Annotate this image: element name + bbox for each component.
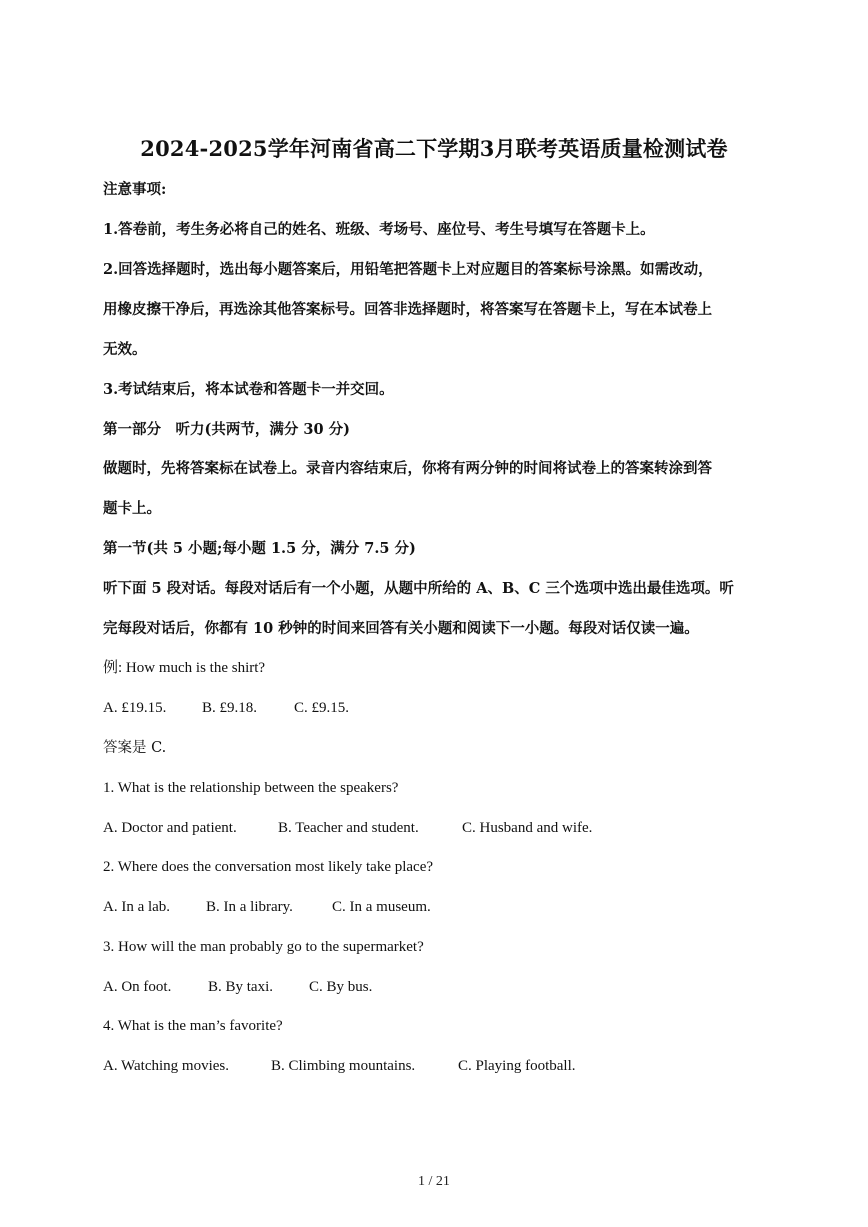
question-1-option-b: B. Teacher and student. <box>278 820 419 836</box>
example-answer: 答案是 C. <box>103 740 167 756</box>
question-2-option-b: B. In a library. <box>206 899 293 915</box>
part1-heading: 第一部分 听力(共两节，满分 30 分) <box>103 421 350 438</box>
notice-item-2-line-2: 用橡皮擦干净后，再选涂其他答案标号。回答非选择题时，将答案写在答题卡上，写在本试卷上 <box>103 301 712 318</box>
example-options <box>103 698 349 718</box>
example-option-c: C. £9.15. <box>294 700 350 716</box>
part1-instruction-line-1: 做题时，先将答案标在试卷上。录音内容结束后，你将有两分钟的时间将试卷上的答案转涂到答 <box>103 460 712 477</box>
page-title: 2024-2025学年河南省高二下学期3月联考英语质量检测试卷 <box>140 136 728 161</box>
question-2-option-c: C. In a museum. <box>332 899 431 915</box>
part1-instruction-line-2: 题卡上。 <box>103 500 161 517</box>
question-2-option-a: A. In a lab. <box>103 899 171 915</box>
question-4-option-c: C. Playing football. <box>458 1058 576 1074</box>
question-3-option-b: B. By taxi. <box>208 979 274 995</box>
notice-item-2-line-3: 无效。 <box>103 341 147 358</box>
example-option-b: B. £9.18. <box>202 700 258 716</box>
question-4-option-a: A. Watching movies. <box>103 1058 229 1074</box>
question-4-text: 4. What is the man’s favorite? <box>103 1018 283 1034</box>
question-3-text: 3. How will the man probably go to the supermarket? <box>103 939 424 955</box>
example-question: 例: How much is the shirt? <box>103 660 266 676</box>
question-1-option-a: A. Doctor and patient. <box>103 820 237 836</box>
question-3-option-c: C. By bus. <box>309 979 373 995</box>
page-number: 1 / 21 <box>418 1174 450 1189</box>
question-2-text: 2. Where does the conversation most likely take place? <box>103 859 434 875</box>
section1-instruction-line-2: 完每段对话后，你都有 10 秒钟的时间来回答有关小题和阅读下一小题。每段对话仅读一遍。 <box>103 620 699 637</box>
question-3-options <box>103 977 372 997</box>
question-1-options <box>103 818 592 838</box>
notice-item-2-line-1: 2.回答选择题时，选出每小题答案后，用铅笔把答题卡上对应题目的答案标号涂黑。如需改动， <box>103 261 713 278</box>
question-4-option-b: B. Climbing mountains. <box>271 1058 416 1074</box>
notice-item-1: 1.答卷前，考生务必将自己的姓名、班级、考场号、座位号、考生号填写在答题卡上。 <box>103 221 655 238</box>
question-1-option-c: C. Husband and wife. <box>462 820 593 836</box>
notice-heading: 注意事项: <box>103 181 167 198</box>
question-4-options <box>103 1056 576 1076</box>
question-3-option-a: A. On foot. <box>103 979 172 995</box>
notice-item-3: 3.考试结束后，将本试卷和答题卡一并交回。 <box>103 381 394 398</box>
section1-heading: 第一节(共 5 小题;每小题 1.5 分，满分 7.5 分) <box>103 540 416 557</box>
example-option-a: A. £19.15. <box>103 700 167 716</box>
section1-instruction-line-1: 听下面 5 段对话。每段对话后有一个小题，从题中所给的 A、B、C 三个选项中选出最佳选项。听 <box>103 580 734 597</box>
question-2-options <box>103 897 431 917</box>
question-1-text: 1. What is the relationship between the speakers? <box>103 780 399 796</box>
